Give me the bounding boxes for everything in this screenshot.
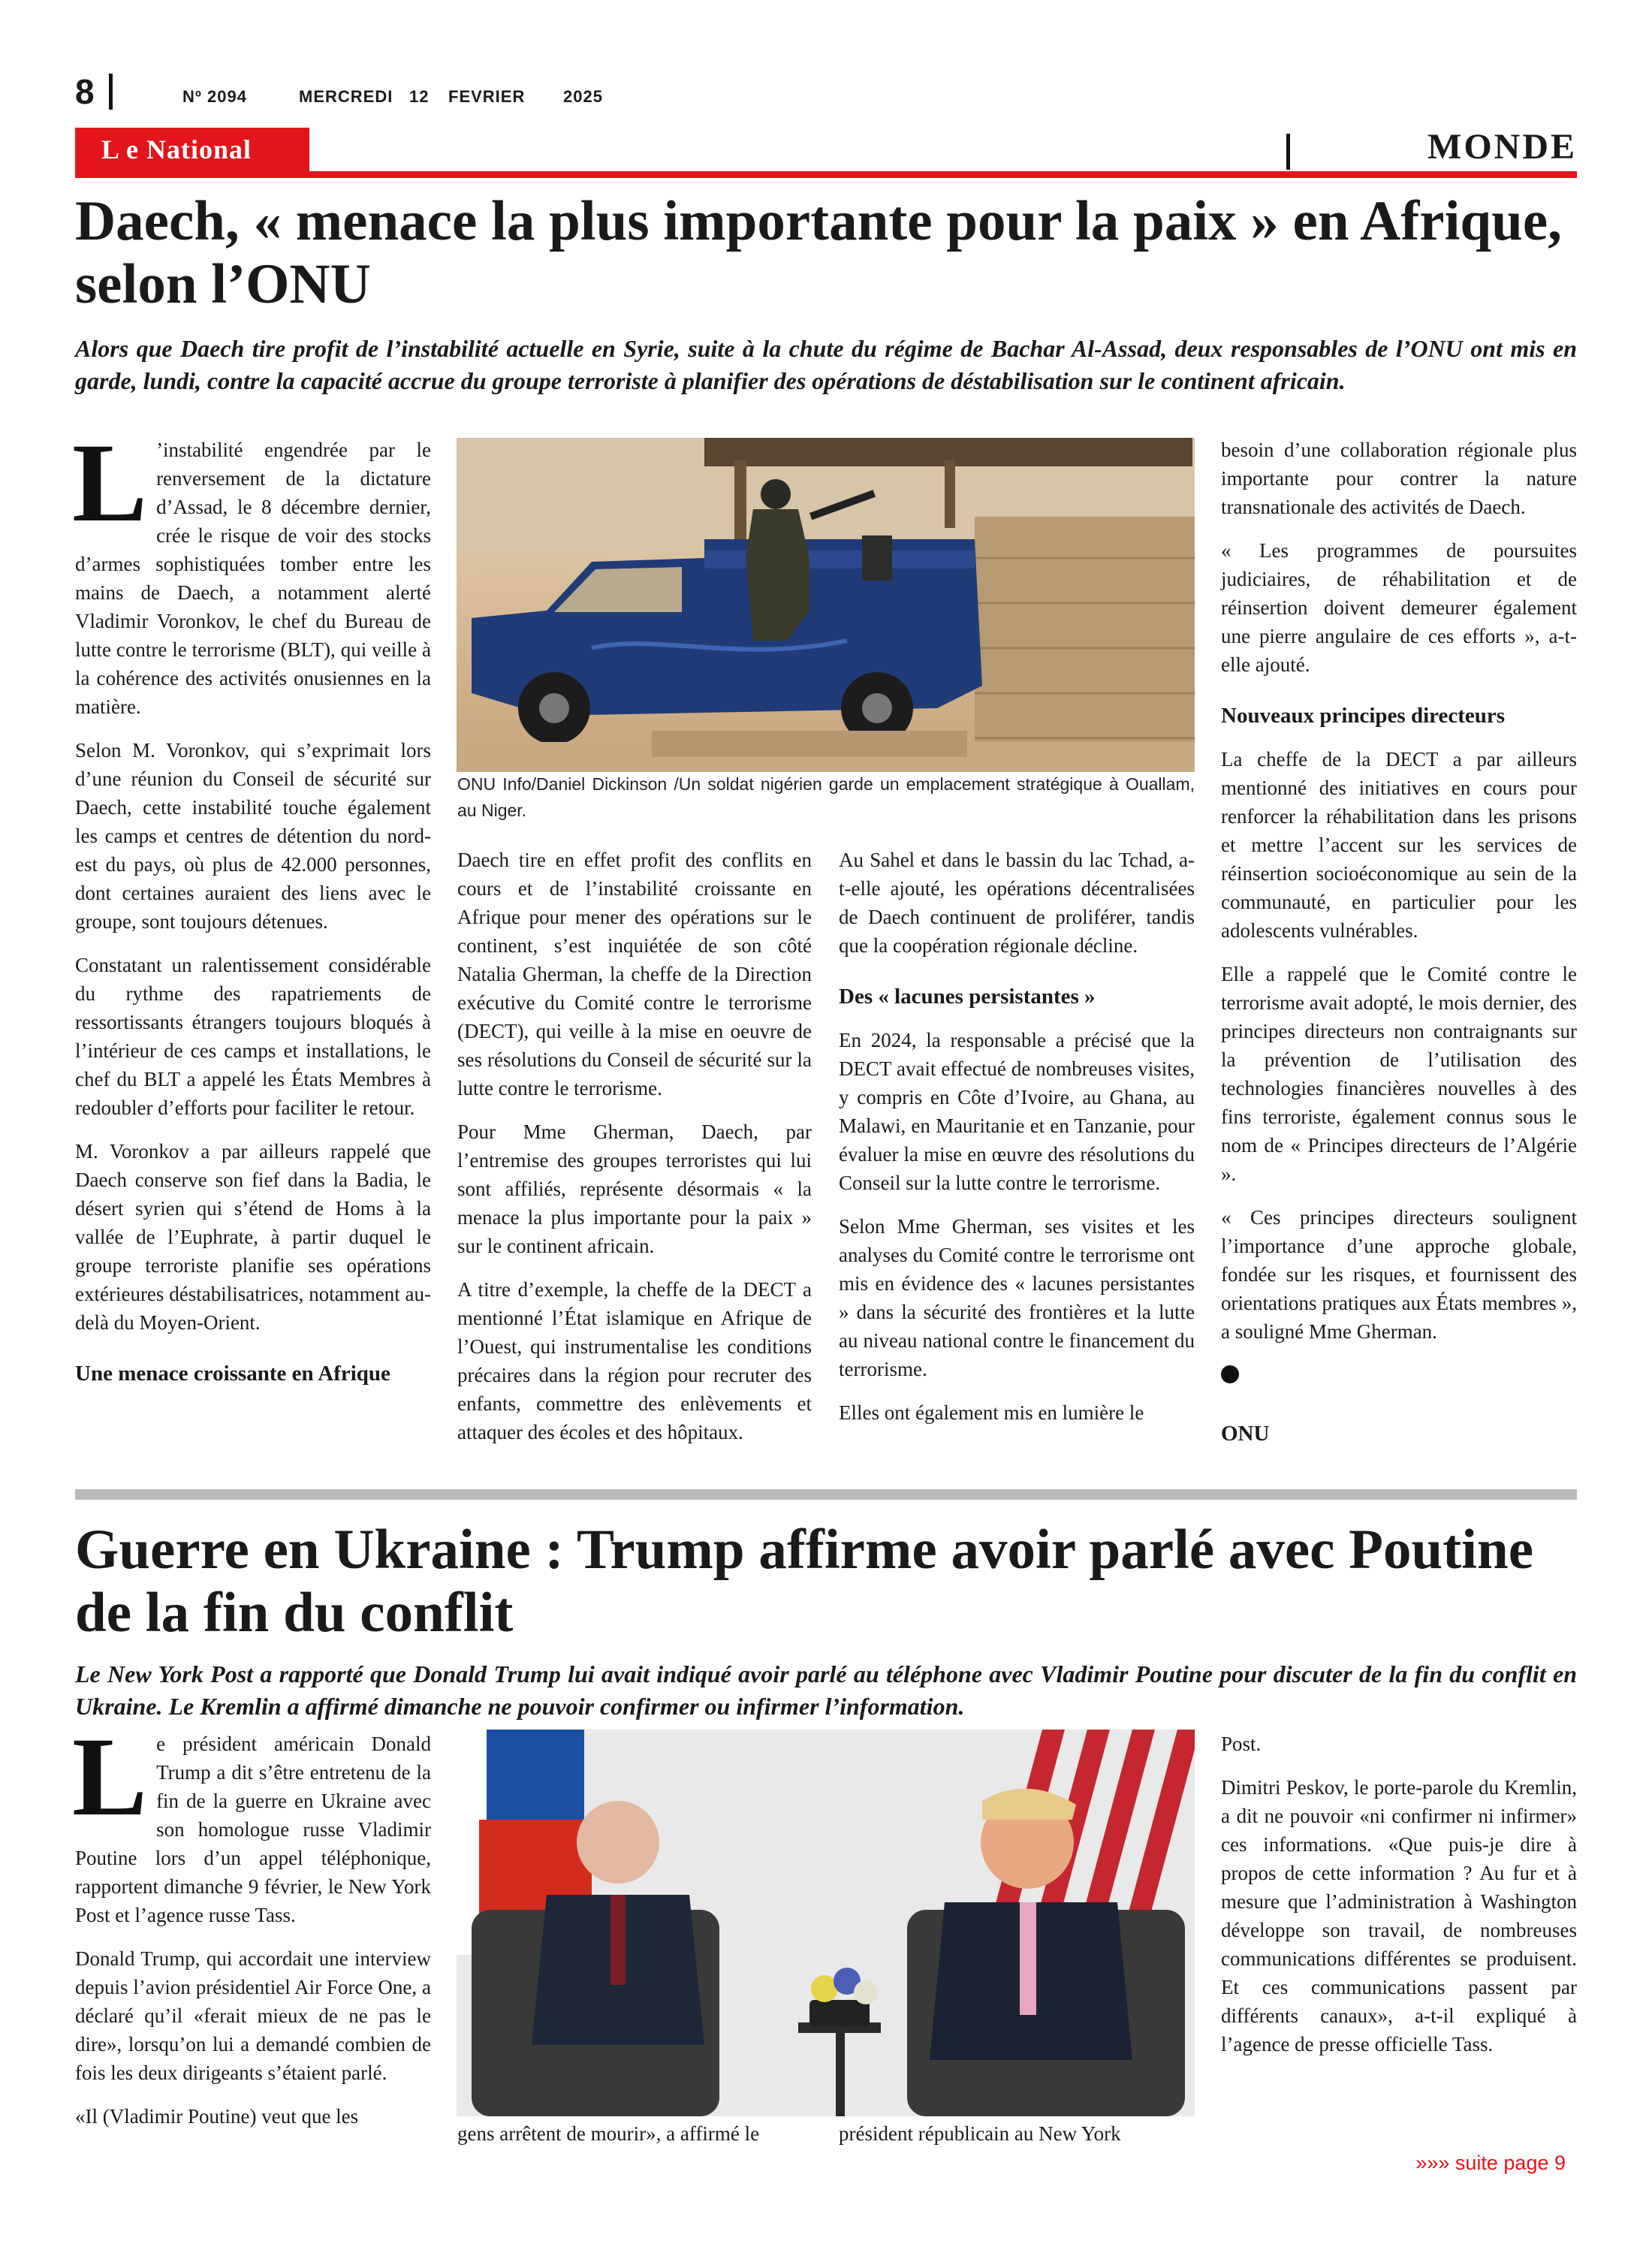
article2-column-4 [1221, 1730, 1577, 2074]
year: 2025 [563, 87, 603, 106]
header-rule [75, 171, 1577, 178]
dropcap: L [72, 421, 148, 545]
article2-paragraph: président républicain au New York [839, 2122, 1121, 2145]
article1-paragraph: Pour Mme Gherman, Daech, par l’entremise des groupes terroristes qui lui sont affiliés, représente désormais « la menace la plus importante pour la paix » sur le continent africain. [457, 1120, 812, 1257]
article1-photo-caption: ONU Info/Daniel Dickinson /Un soldat nigérien garde un emplacement stratégique à Ouallam, au Niger. [457, 774, 1195, 820]
soldier-pickup-photo [457, 438, 1195, 772]
article1-paragraph: En 2024, la responsable a précisé que la DECT avait effectué de nombreuses visites, y compris en Côte d’Ivoire, au Ghana, au Malawi, en Mauritanie et en Tanzanie, pour évaluer la mise en œuvre des résolutions du Conseil sur la lutte contre le terrorisme. [839, 1029, 1195, 1194]
section-bar [1286, 134, 1290, 170]
article2-lead: Le New York Post a rapporté que Donald Trump lui avait indiqué avoir parlé au téléphone avec Vladimir Poutine pour discuter de la fin du conflit en Ukraine. Le Kremlin a affirmé dimanche ne pouvoir confirmer ou infirmer l’information. [75, 1660, 1577, 1720]
month: FEVRIER [448, 87, 526, 106]
article2-paragraph: gens arrêtent de mourir», a affirmé le [457, 2122, 760, 2145]
article2-column-1 [72, 1715, 431, 2146]
soldier-pickup-illustration [457, 438, 1195, 772]
article1-subheading: Une menace croissante en Afrique [75, 1362, 390, 1386]
article1-paragraph: M. Voronkov a par ailleurs rappelé que Daech conserve son fief dans la Badia, le désert syrien qui s’étend de Homs à la vallée de l’Euphrate, à partir duquel le groupe terroriste planifie ses opérations extérieures déstabilisatrices, notamment au-delà du Moyen-Orient. [75, 1140, 431, 1334]
article2-paragraph: «Il (Vladimir Poutine) veut que les [75, 2105, 359, 2128]
brand-name: L e National [101, 134, 252, 164]
article1-paragraph: « Ces principes directeurs soulignent l’importance d’une approche globale, fondée sur les risques, et fournissent des orientations pratiques aux États membres », a souligné Mme Gherman. [1221, 1206, 1577, 1343]
leaders-meeting-photo [457, 1730, 1195, 2116]
article1-signature: ONU [1221, 1422, 1270, 1446]
article1-paragraph: Elle a rappelé que le Comité contre le terrorisme avait adopté, le mois dernier, des principes directeurs non contraignants sur la prévention de l’utilisation des technologies financières nouvelles à des fins terroriste, également connus sous le nom de « Principes directeurs de l’Algérie ». [1221, 963, 1577, 1185]
page-number-bar [109, 74, 113, 110]
article1-paragraph: A titre d’exemple, la cheffe de la DECT a mentionné l’État islamique en Afrique de l’Ouest, qui instrumentalise les conditions précaires dans la région pour recruter des enfants, commettre des enlèvements et attaquer des écoles et des hôpitaux. [457, 1278, 812, 1443]
article1-subheading: Des « lacunes persistantes » [839, 985, 1096, 1009]
article1-lead: Alors que Daech tire profit de l’instabilité actuelle en Syrie, suite à la chute du régime de Bachar Al-Assad, deux responsables de l’ONU ont mis en garde, lundi, contre la capacité accrue du groupe terroriste à planifier des opérations de déstabilisation sur le continent africain. [75, 335, 1577, 394]
article2-paragraph: Post. [1221, 1733, 1262, 1755]
article1-paragraph: Selon Mme Gherman, ses visites et les analyses du Comité contre le terrorisme ont mis en évidence des « lacunes persistantes » dans la sécurité des frontières et la lutte au niveau national contre le financement du terrorisme. [839, 1215, 1195, 1380]
article1-paragraph: Selon M. Voronkov, qui s’exprimait lors d’une réunion du Conseil de sécurité sur Daech, cette instabilité touche également les camps et centres de détention du nord-est du pays, où plus de 42.000 personnes, dont certaines auraient des liens avec le groupe, sont toujours détenues. [75, 739, 431, 933]
leaders-meeting-illustration [457, 1730, 1195, 2116]
section-name: MONDE [1427, 127, 1577, 167]
day: 12 [409, 87, 430, 106]
article1-column-3 [839, 846, 1195, 1442]
article-divider [75, 1489, 1577, 1500]
page-number: 8 [75, 72, 95, 111]
weekday: MERCREDI [299, 87, 393, 106]
article2-column-3 [839, 2119, 1195, 2163]
article1-column-1 [72, 421, 431, 1403]
article1-subheading: Nouveaux principes directeurs [1221, 704, 1506, 728]
article1-paragraph: Elles ont également mis en lumière le [839, 1401, 1144, 1424]
end-bullet-icon [1221, 1365, 1239, 1383]
article1-paragraph: La cheffe de la DECT a par ailleurs mentionné des initiatives en cours pour renforcer la réhabilitation dans les prisons et mettre l’accent sur les services de réinsertion socioéconomique au sein de la communauté, en particulier pour les adolescents vulnérables. [1221, 748, 1577, 942]
article1-paragraph: Constatant un ralentissement considérable du rythme des rapatriements de ressortissants étrangers toujours bloqués à l’intérieur de ces camps et installations, le chef du BLT a appelé les États Membres à redoubler d’efforts pour faciliter le retour. [75, 954, 431, 1119]
continued-on-page-link[interactable]: »»» suite page 9 [1415, 2152, 1566, 2174]
issue-number: Nº 2094 [182, 87, 247, 106]
article1-paragraph: « Les programmes de poursuites judiciaires, de réhabilitation et de réinsertion doivent demeurer également une pierre angulaire de ces efforts », a-t-elle ajouté. [1221, 539, 1577, 676]
article2-paragraph: Donald Trump, qui accordait une interview depuis l’avion présidentiel Air Force One, a déclaré qu’il «ferait mieux de ne pas le dire», lorsqu’on lui a demandé combien de fois les deux dirigeants s’étaient parlé. [75, 1947, 431, 2084]
article2-paragraph: Dimitri Peskov, le porte-parole du Kremlin, a dit ne pouvoir «ni confirmer ni infirmer» ces informations. «Que puis-je dire à propos de cette information ? Au fur et à mesure que l’administration à Washington développe son travail, de nombreuses communications différentes se produisent. Et ces communications passent par différents canaux», a-t-il expliqué à l’agence de presse officielle Tass. [1221, 1776, 1577, 2055]
article2-paragraph: Le président américain Donald Trump a dit s’être entretenu de la fin de la guerre en Ukraine avec son homologue russe Vladimir Poutine lors d’un appel téléphonique, rapportent dimanche 9 février, le New York Post et l’agence russe Tass. [72, 1715, 431, 1926]
article1-headline: Daech, « menace la plus importante pour la paix » en Afrique, selon l’ONU [75, 190, 1562, 315]
article1-paragraph: besoin d’une collaboration régionale plus importante pour contrer la nature transnationale des activités de Daech. [1221, 439, 1577, 518]
article1-paragraph: Daech tire en effet profit des conflits en cours et de l’instabilité croissante en Afrique pour mener des opérations sur le continent, s’est inquiétée de son côté Natalia Gherman, la cheffe de la Direction exécutive du Comité contre le terrorisme (DECT), qui veille à la mise en oeuvre de ses résolutions du Conseil de sécurité sur la lutte contre le terrorisme. [457, 849, 812, 1099]
article2-column-2 [457, 2119, 812, 2163]
article1-paragraph: L ’instabilité engendrée par le renversement de la dictature d’Assad, le 8 décembre dernier, crée le risque de voir des stocks d’armes sophistiquées tomber entre les mains de Daech, a notamment alerté Vladimir Voronkov, le chef du Bureau de lutte contre le terrorisme (BLT), qui veille à la cohérence des activités onusiennes en la matière. [72, 421, 431, 718]
article1-paragraph: Au Sahel et dans le bassin du lac Tchad, a-t-elle ajouté, les opérations décentralisées de Daech continuent de proliférer, tandis que la coopération régionale décline. [839, 849, 1195, 957]
article2-headline: Guerre en Ukraine : Trump affirme avoir parlé avec Poutine de la fin du conflit [75, 1519, 1534, 1644]
article1-column-2 [457, 846, 812, 1461]
dropcap: L [72, 1715, 148, 1839]
article1-column-4 [1221, 436, 1577, 1463]
